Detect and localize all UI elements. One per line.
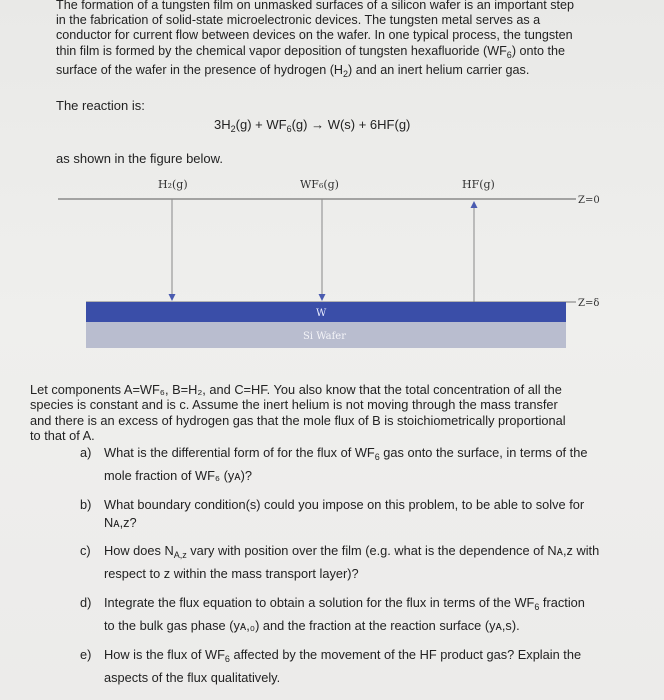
intro-line-5a: surface of the wafer in the presence of hydrogen (H	[56, 62, 344, 77]
z0-label: Z=0	[578, 195, 600, 206]
question-d-line-2: to the bulk gas phase (yᴀ,₀) and the fraction at the reaction surface (yᴀ,s).	[104, 617, 520, 633]
question-a-line-2: mole fraction of WF₆ (yᴀ)?	[104, 467, 253, 483]
question-c-line-2: respect to z within the mass transport layer)?	[104, 565, 359, 581]
question-e-line-1	[104, 646, 634, 669]
hf-label: HF(g)	[462, 178, 495, 191]
question-e	[80, 646, 634, 686]
eq-sub-1: 2	[230, 124, 236, 134]
intro-line-4b: ) onto the	[511, 43, 566, 58]
question-a	[80, 444, 624, 484]
question-c-text-2: vary with position over the film (e.g. what is the dependence of Nᴀ,z with	[186, 543, 600, 558]
question-e-sub: 6	[224, 654, 230, 664]
intro-line-5-sub: 2	[343, 68, 349, 79]
question-c-text-1: How does N	[104, 543, 174, 558]
eq-part-4: (g) → W(s) + 6HF(g)	[291, 117, 411, 132]
h2-label: H₂(g)	[158, 178, 188, 191]
intro-line-4a: thin film is formed by the chemical vapor deposition of tungsten hexafluoride (WF	[56, 43, 507, 58]
intro-line-4	[56, 44, 606, 63]
eq-part-2: (g)	[235, 117, 252, 132]
problem-line-4: to that of A.	[30, 428, 95, 444]
question-a-label: a)	[80, 445, 92, 460]
question-a-sub: 6	[374, 452, 380, 462]
problem-line-2: species is constant and is c. Assume the inert helium is not moving through the mass transfer	[30, 397, 558, 413]
cvd-diagram	[0, 170, 664, 355]
question-e-text-2: affected by the movement of the HF product gas? Explain the	[229, 647, 582, 662]
question-a-line-1	[104, 444, 624, 467]
eq-part-3: + WF	[251, 117, 287, 132]
question-b-label: b)	[80, 497, 92, 512]
eq-part-1: 3H	[214, 117, 231, 132]
question-a-text-1: What is the differential form of for the flux of WF	[104, 445, 375, 460]
eq-sub-2: 6	[286, 124, 292, 134]
question-b-line-1: What boundary condition(s) could you impose on this problem, to be able to solve for	[104, 497, 585, 512]
question-d-text-2: fraction	[539, 595, 585, 610]
figure-intro-text: as shown in the figure below.	[56, 151, 223, 166]
reaction-label: The reaction is:	[56, 98, 145, 113]
question-e-text-1: How is the flux of WF	[104, 647, 225, 662]
intro-line-5b: ) and an inert helium carrier gas.	[348, 62, 530, 77]
intro-line-2: in the fabrication of solid-state microelectronic devices. The tungsten metal serves as a	[56, 13, 541, 28]
question-d-label: d)	[80, 595, 92, 610]
question-d-text-1: Integrate the flux equation to obtain a solution for the flux in terms of the WF	[104, 595, 535, 610]
hf-arrow-icon	[471, 201, 478, 208]
question-c	[80, 542, 624, 582]
problem-line-3: and there is an excess of hydrogen gas that the mole flux of B is stoichiometrically proportional	[30, 412, 566, 428]
h2-arrow-icon	[169, 294, 176, 301]
wf6-arrow-icon	[319, 294, 326, 301]
question-c-line-1	[104, 542, 624, 565]
problem-statement	[30, 382, 610, 444]
question-b-line-2: Nᴀ,z?	[104, 514, 137, 530]
question-a-text-2: gas onto the surface, in terms of the	[379, 445, 588, 460]
tungsten-label: W	[316, 308, 327, 319]
intro-line-3: conductor for current flow between devices on the wafer. In one typical process, the tungsten	[56, 28, 573, 43]
intro-line-5	[56, 63, 606, 82]
intro-line-1: The formation of a tungsten film on unmasked surfaces of a silicon wafer is an important step	[56, 0, 574, 12]
problem-line-1: Let components A=WF₆, B=H₂, and C=HF. You also know that the total concentration of all the	[30, 382, 562, 397]
wf6-label: WF₆(g)	[300, 178, 339, 191]
reaction-equation	[214, 117, 410, 137]
question-d	[80, 594, 624, 634]
question-d-sub: 6	[534, 602, 540, 612]
question-e-line-2: aspects of the flux qualitatively.	[104, 669, 281, 685]
wafer-label: Si Wafer	[303, 331, 346, 342]
question-d-line-1	[104, 594, 624, 617]
intro-line-4-sub: 6	[506, 49, 512, 60]
question-c-sub: A,z	[173, 550, 187, 560]
question-c-label: c)	[80, 543, 91, 558]
question-e-label: e)	[80, 647, 92, 662]
question-b	[80, 496, 624, 531]
zdelta-label: Z=δ	[578, 298, 600, 309]
intro-paragraph	[56, 0, 606, 82]
